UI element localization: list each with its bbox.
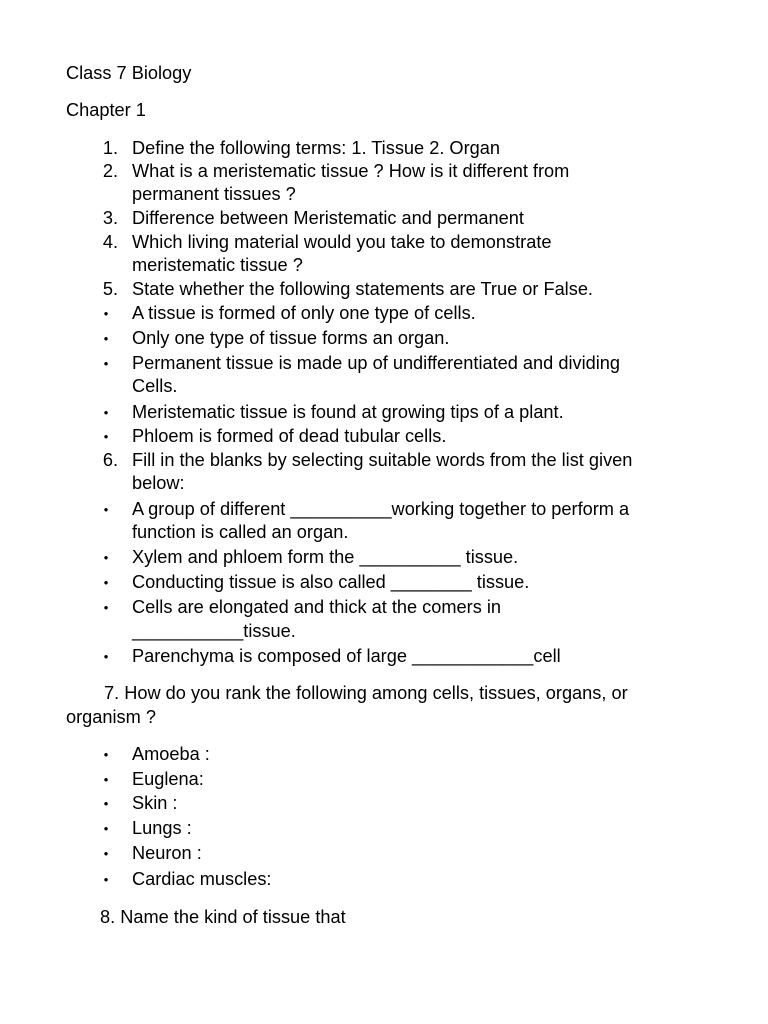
list-item-text: Cells are elongated and thick at the comers in — [132, 597, 502, 617]
bullet-icon: • — [103, 405, 109, 420]
question-text: What is a meristematic tissue ? How is it different from — [132, 161, 570, 181]
list-item-text: Euglena: — [132, 769, 204, 789]
question-text-continued: permanent tissues ? — [132, 184, 296, 204]
bullet-icon: • — [103, 872, 109, 887]
bullet-icon: • — [103, 846, 109, 861]
bullet-icon: • — [103, 821, 109, 836]
bullet-icon: • — [103, 600, 109, 615]
bullet-icon: • — [103, 796, 109, 811]
question-text: Which living material would you take to demonstrate — [132, 232, 552, 252]
question-text: 7. How do you rank the following among cells, tissues, organs, or — [104, 683, 628, 703]
chapter-heading: Chapter 1 — [66, 100, 146, 120]
question-number: 3. — [102, 208, 118, 228]
question-text-continued: organism ? — [66, 707, 156, 727]
bullet-icon: • — [103, 649, 109, 664]
bullet-icon: • — [103, 772, 109, 787]
list-item-text: Skin : — [132, 793, 178, 813]
list-item-text: Permanent tissue is made up of undifferentiated and dividing — [132, 353, 621, 373]
list-item-text: Only one type of tissue forms an organ. — [132, 328, 450, 348]
question-text-continued: meristematic tissue ? — [132, 255, 303, 275]
list-item-text: A group of different __________working together to perform a — [132, 499, 630, 519]
document-title: Class 7 Biology — [66, 63, 192, 83]
question-number: 4. — [102, 232, 118, 252]
bullet-icon: • — [103, 747, 109, 762]
list-item-text: Parenchyma is composed of large ____________cell — [132, 646, 561, 666]
question-text-continued: below: — [132, 473, 185, 493]
bullet-icon: • — [103, 429, 109, 444]
list-item-text: Conducting tissue is also called ________ tissue. — [132, 572, 530, 592]
list-item-text-continued: function is called an organ. — [132, 522, 349, 542]
list-item-text: Phloem is formed of dead tubular cells. — [132, 426, 447, 446]
bullet-icon: • — [103, 502, 109, 517]
bullet-icon: • — [103, 575, 109, 590]
question-number: 2. — [102, 161, 118, 181]
list-item-text: Neuron : — [132, 843, 202, 863]
list-item-text: Amoeba : — [132, 744, 210, 764]
question-text: 8. Name the kind of tissue that — [100, 907, 346, 927]
question-number: 6. — [102, 450, 118, 470]
question-text: State whether the following statements are True or False. — [132, 279, 593, 299]
question-text: Difference between Meristematic and permanent — [132, 208, 524, 228]
list-item-text-continued: Cells. — [132, 376, 178, 396]
list-item-text: Meristematic tissue is found at growing tips of a plant. — [132, 402, 564, 422]
list-item-text: Cardiac muscles: — [132, 869, 272, 889]
bullet-icon: • — [103, 331, 109, 346]
list-item-text: Lungs : — [132, 818, 192, 838]
question-text: Fill in the blanks by selecting suitable words from the list given — [132, 450, 633, 470]
list-item-text: Xylem and phloem form the __________ tissue. — [132, 547, 519, 567]
bullet-icon: • — [103, 306, 109, 321]
bullet-icon: • — [103, 356, 109, 371]
question-number: 5. — [102, 279, 118, 299]
list-item-text: A tissue is formed of only one type of cells. — [132, 303, 476, 323]
list-item-text-continued: ___________tissue. — [132, 621, 296, 641]
question-text: Define the following terms: 1. Tissue 2. Organ — [132, 138, 500, 158]
question-number: 1. — [102, 138, 118, 158]
bullet-icon: • — [103, 550, 109, 565]
